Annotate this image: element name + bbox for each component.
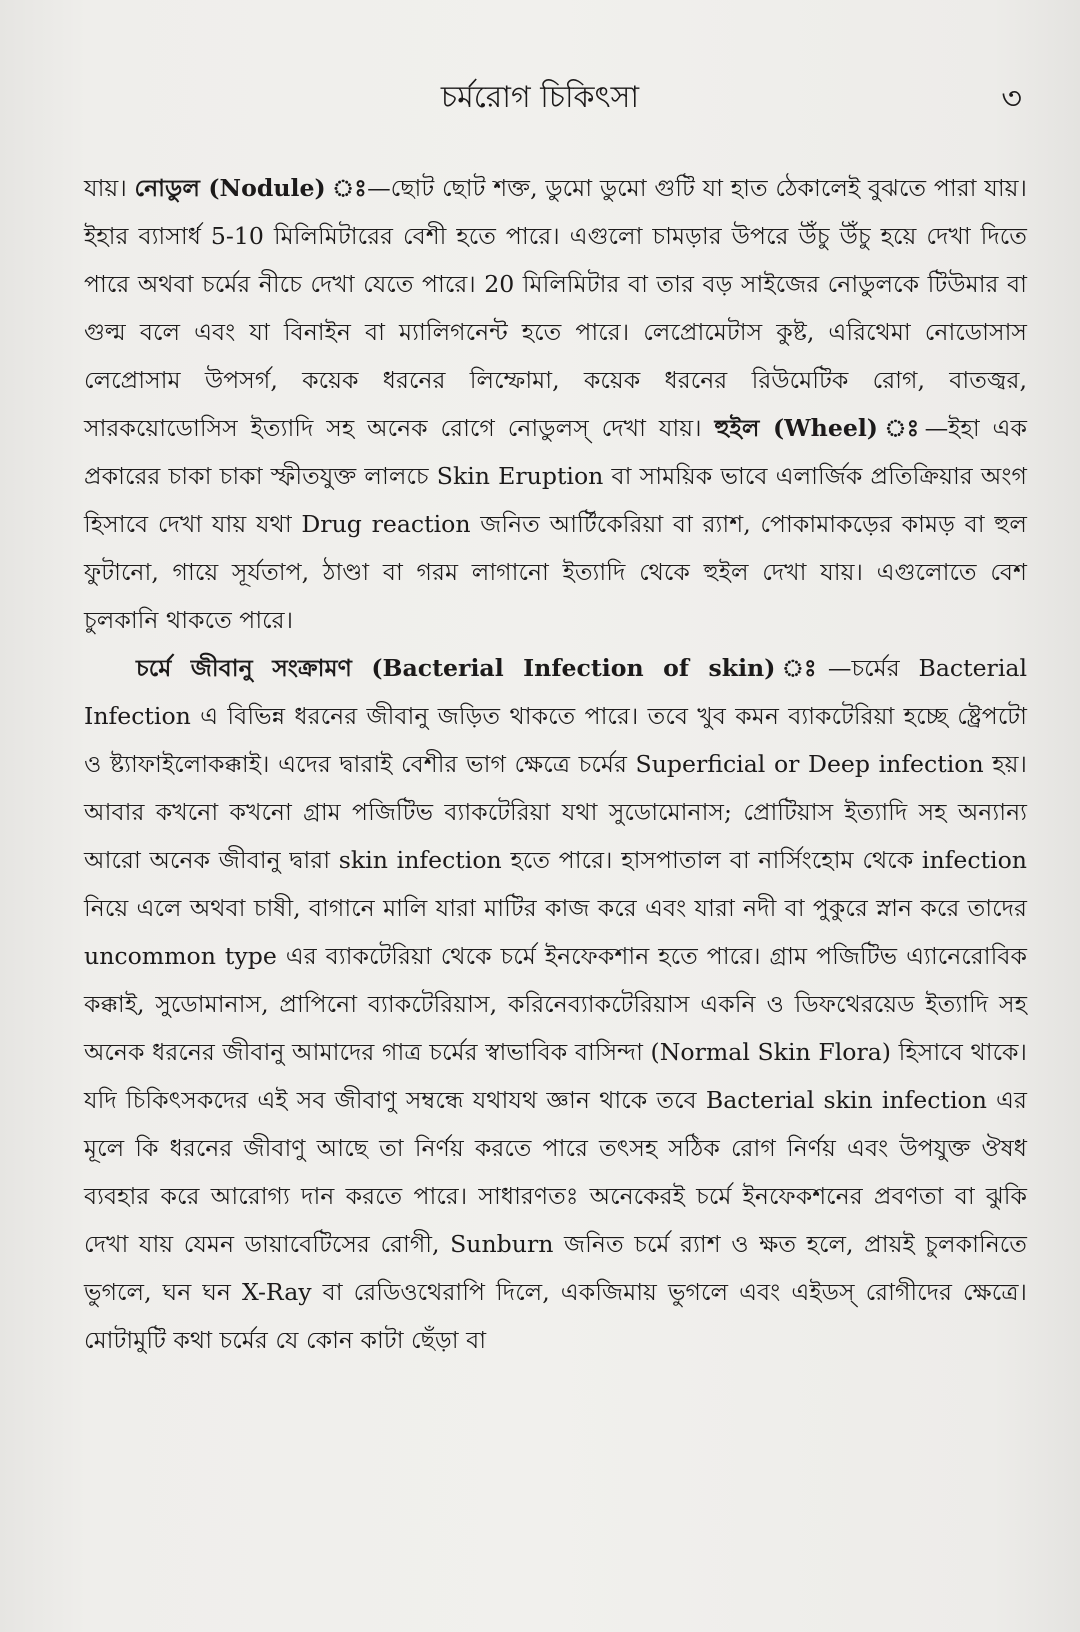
text-run: —ইহা এক প্রকারের চাকা চাকা স্ফীতযুক্ত লালচে Skin Eruption বা সাময়িক ভাবে এলার্জিক প্রতিক্রিয়ার অংগ হিসাবে দেখা যায় যথা Drug reaction জনিত আর্টিকেরিয়া বা র‍্যাশ, পোকামাকড়ের কামড় বা হুল ফুটানো, গায়ে সূর্যতাপ, ঠাণ্ডা বা গরম লাগানো ইত্যাদি থেকে হুইল দেখা যায়। এগুলোতে বেশ চুলকানি থাকতে পারে। (84, 414, 1027, 634)
bold-term: চর্মে জীবানু সংক্রামণ (Bacterial Infection of skin) ঃ (136, 654, 828, 682)
text-run: যায়। (84, 174, 135, 202)
paragraph-nodule-wheel (84, 164, 1027, 644)
page-header (0, 76, 1080, 120)
page-number: ৩ (1001, 79, 1022, 117)
text-run: —চর্মের Bacterial Infection এ বিভিন্ন ধরনের জীবানু জড়িত থাকতে পারে। তবে খুব কমন ব্যাকটেরিয়া হচ্ছে ষ্ট্রেপটো ও ষ্ট্যাফাইলোকক্কাই। এদের দ্বারাই বেশীর ভাগ ক্ষেত্রে চর্মের Superficial or Deep infection হয়। আবার কখনো কখনো গ্রাম পজিটিভ ব্যাকটেরিয়া যথা সুডোমোনাস; প্রোটিয়াস ইত্যাদি সহ অন্যান্য আরো অনেক জীবানু দ্বারা skin infection হতে পারে। হাসপাতাল বা নার্সিংহোম থেকে infection নিয়ে এলে অথবা চাষী, বাগানে মালি যারা মাটির কাজ করে এবং যারা নদী বা পুকুরে স্নান করে তাদের uncommon type এর ব্যাকটেরিয়া থেকে চর্মে ইনফেকশান হতে পারে। গ্রাম পজিটিভ এ্যানেরোবিক কক্কাই, সুডোমানাস, প্রাপিনো ব্যাকটেরিয়াস, করিনেব্যাকটেরিয়াস একনি ও ডিফথেরয়েড ইত্যাদি সহ অনেক ধরনের জীবানু আমাদের গাত্র চর্মের স্বাভাবিক বাসিন্দা (Normal Skin Flora) হিসাবে থাকে। যদি চিকিৎসকদের এই সব জীবাণু সম্বন্ধে যথাযথ জ্ঞান থাকে তবে Bacterial skin infection এর মূলে কি ধরনের জীবাণু আছে তা নির্ণয় করতে পারে তৎসহ সঠিক রোগ নির্ণয় এবং উপযুক্ত ঔষধ ব্যবহার করে আরোগ্য দান করতে পারে। সাধারণতঃ অনেকেরই চর্মে ইনফেকশনের প্রবণতা বা ঝুকি দেখা যায় যেমন ডায়াবেটিসের রোগী, Sunburn জনিত চর্মে র‍্যাশ ও ক্ষত হলে, প্রায়ই চুলকানিতে ভুগলে, ঘন ঘন X-Ray বা রেডিওথেরাপি দিলে, একজিমায় ভুগলে এবং এইডস্ রোগীদের ক্ষেত্রে। মোটামুটি কথা চর্মের যে কোন কাটা ছেঁড়া বা (84, 654, 1027, 1354)
body-text (84, 164, 1027, 1364)
paragraph-bacterial-infection (84, 644, 1027, 1364)
bold-term: নোডুল (Nodule) ঃ (134, 174, 368, 202)
bold-term: হুইল (Wheel) ঃ (714, 414, 925, 442)
text-run: —ছোট ছোট শক্ত, ডুমো ডুমো গুটি যা হাত ঠেকালেই বুঝতে পারা যায়। ইহার ব্যাসার্ধ 5-10 মিলিমিটারের বেশী হতে পারে। এগুলো চামড়ার উপরে উঁচু উঁচু হয়ে দেখা দিতে পারে অথবা চর্মের নীচে দেখা যেতে পারে। 20 মিলিমিটার বা তার বড় সাইজের নোডুলকে টিউমার বা গুল্ম বলে এবং যা বিনাইন বা ম্যালিগনেন্ট হতে পারে। লেপ্রোমেটাস কুষ্ট, এরিথেমা নোডোসাস লেপ্রোসাম উপসর্গ, কয়েক ধরনের লিম্ফোমা, কয়েক ধরনের রিউমেটিক রোগ, বাতজ্বর, সারকয়োডোসিস ইত্যাদি সহ অনেক রোগে নোডুলস্ দেখা যায়। (84, 174, 1027, 442)
running-title: চর্মরোগ চিকিৎসা (440, 80, 640, 115)
